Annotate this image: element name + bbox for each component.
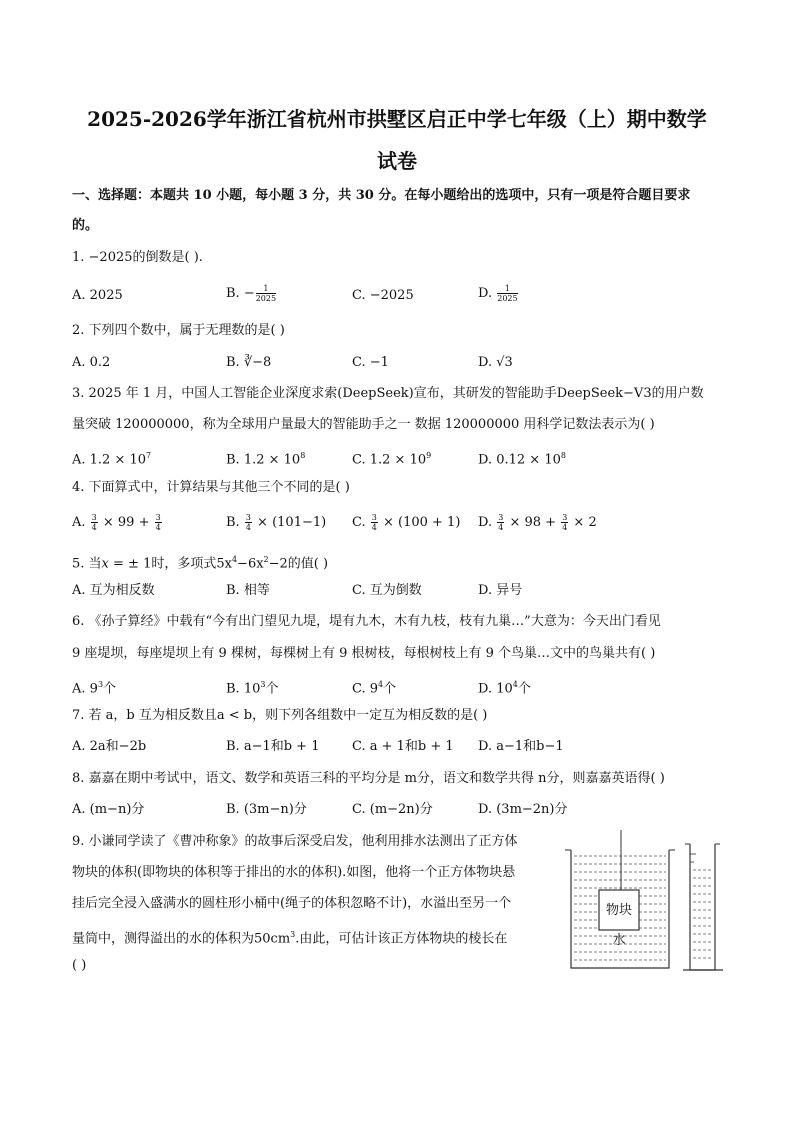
q9-stem-line1: 9. 小谦同学读了《曹冲称象》的故事后深受启发，他利用排水法测出了正方体 <box>72 834 518 849</box>
q9-stem-line2: 物块的体积(即物块的体积等于排出的水的体积).如图，他将一个正方体物块悬 <box>72 865 516 880</box>
q7-stem: 7. 若 a，b 互为相反数且a < b，则下列各组数中一定互为相反数的是( ) <box>72 708 488 723</box>
q7-option-c: C. a + 1和b + 1 <box>352 739 454 754</box>
q2-option-a: A. 0.2 <box>72 355 111 370</box>
q9-stem-line3: 挂后完全浸入盛满水的圆柱形小桶中(绳子的体积忽略不计)，水溢出至另一个 <box>72 896 512 911</box>
exam-title-line1: 2025-2026学年浙江省杭州市拱墅区启正中学七年级（上）期中数学 <box>87 107 707 131</box>
q6-option-d: D. $10^4$个 <box>478 680 531 697</box>
q1-stem: 1. −2025的倒数是( ). <box>72 250 203 265</box>
q3-stem-line1: 3. 2025 年 1 月，中国人工智能企业深度求索(DeepSeek)宣布，其研发的智能助手DeepSeek−V3的用户数 <box>72 386 704 401</box>
q3-option-a: A. $1.2 \times 10^7$ <box>72 451 152 468</box>
q6-stem-line2: 9 座堤坝，每座堤坝上有 9 棵树，每棵树上有 9 根树枝，每根树枝上有 9 个鸟巢…文中的鸟巢共有( ) <box>72 646 656 661</box>
q2-option-d: D. √3 <box>478 355 513 370</box>
q1-option-d: D. $\frac{1}{2025}$ <box>478 284 518 303</box>
q2-option-b: B. ∛−8 <box>226 355 272 370</box>
q4-option-a: A. $\frac{3}{4}$ × 99 + $\frac{3}{4}$ <box>72 513 161 532</box>
q5-option-d: D. 异号 <box>478 583 523 598</box>
q8-option-d: D. (3m−2n)分 <box>478 802 568 817</box>
q6-option-b: B. $10^3$个 <box>226 680 279 697</box>
q8-option-c: C. (m−2n)分 <box>352 802 433 817</box>
q4-option-d: D. $\frac{3}{4}$ × 98 + $\frac{3}{4}$ × 2 <box>478 513 597 532</box>
q3-option-c: C. $1.2 \times 10^9$ <box>352 451 432 468</box>
q4-stem: 4. 下面算式中，计算结果与其他三个不同的是( ) <box>72 480 350 495</box>
q3-stem-line2: 量突破 120000000，称为全球用户量最大的智能助手之一 数据 120000000 用科学记数法表示为( ) <box>72 417 655 432</box>
water-label: 水 <box>612 933 626 948</box>
q9-diagram <box>563 830 728 980</box>
q5-option-a: A. 互为相反数 <box>72 583 155 598</box>
q7-option-b: B. a−1和b + 1 <box>226 739 320 754</box>
q5-stem: 5. 当x = ± 1时，多项式$5x^4-6x^2-2$的值( ) <box>72 555 329 572</box>
q6-option-a: A. $9^3$个 <box>72 680 117 697</box>
q1-option-b: B. − $\frac{1}{2025}$ <box>226 284 277 303</box>
q6-option-c: C. $9^4$个 <box>352 680 397 697</box>
q2-option-c: C. −1 <box>352 355 389 370</box>
q1-option-c: C. −2025 <box>352 288 414 303</box>
q2-stem: 2. 下列四个数中，属于无理数的是( ) <box>72 323 285 338</box>
block-label: 物块 <box>605 903 633 918</box>
section1-heading: 一、选择题：本题共 10 小题，每小题 3 分，共 30 分。在每小题给出的选项中，只有一项是符合题目要求 <box>72 188 691 203</box>
q8-stem: 8. 嘉嘉在期中考试中，语文、数学和英语三科的平均分是 m分，语文和数学共得 n分，则嘉嘉英语得( ) <box>72 771 665 786</box>
q9-stem-line5: ( ) <box>72 958 87 973</box>
q1-option-a: A. 2025 <box>72 288 123 303</box>
section1-heading-cont: 的。 <box>72 218 99 233</box>
q3-option-b: B. $1.2 \times 10^8$ <box>226 451 306 468</box>
q4-option-c: C. $\frac{3}{4}$ × (100 + 1) <box>352 513 461 532</box>
q5-option-b: B. 相等 <box>226 583 270 598</box>
q7-option-a: A. 2a和−2b <box>72 739 147 754</box>
q9-stem-line4: 量筒中，测得溢出的水的体积为$50cm^3$.由此，可估计该正方体物块的棱长在 <box>72 930 508 947</box>
q7-option-d: D. a−1和b−1 <box>478 739 564 754</box>
q8-option-b: B. (3m−n)分 <box>226 802 307 817</box>
q3-option-d: D. $0.12 \times 10^8$ <box>478 451 566 468</box>
exam-title-line2: 试卷 <box>377 149 417 173</box>
q5-option-c: C. 互为倒数 <box>352 583 422 598</box>
q6-stem-line1: 6. 《孙子算经》中载有“今有出门望见九堤，堤有九木，木有九枝，枝有九巢…”大意为：今天出门看见 <box>72 614 661 629</box>
q8-option-a: A. (m−n)分 <box>72 802 145 817</box>
q4-option-b: B. $\frac{3}{4}$ × (101−1) <box>226 513 327 532</box>
